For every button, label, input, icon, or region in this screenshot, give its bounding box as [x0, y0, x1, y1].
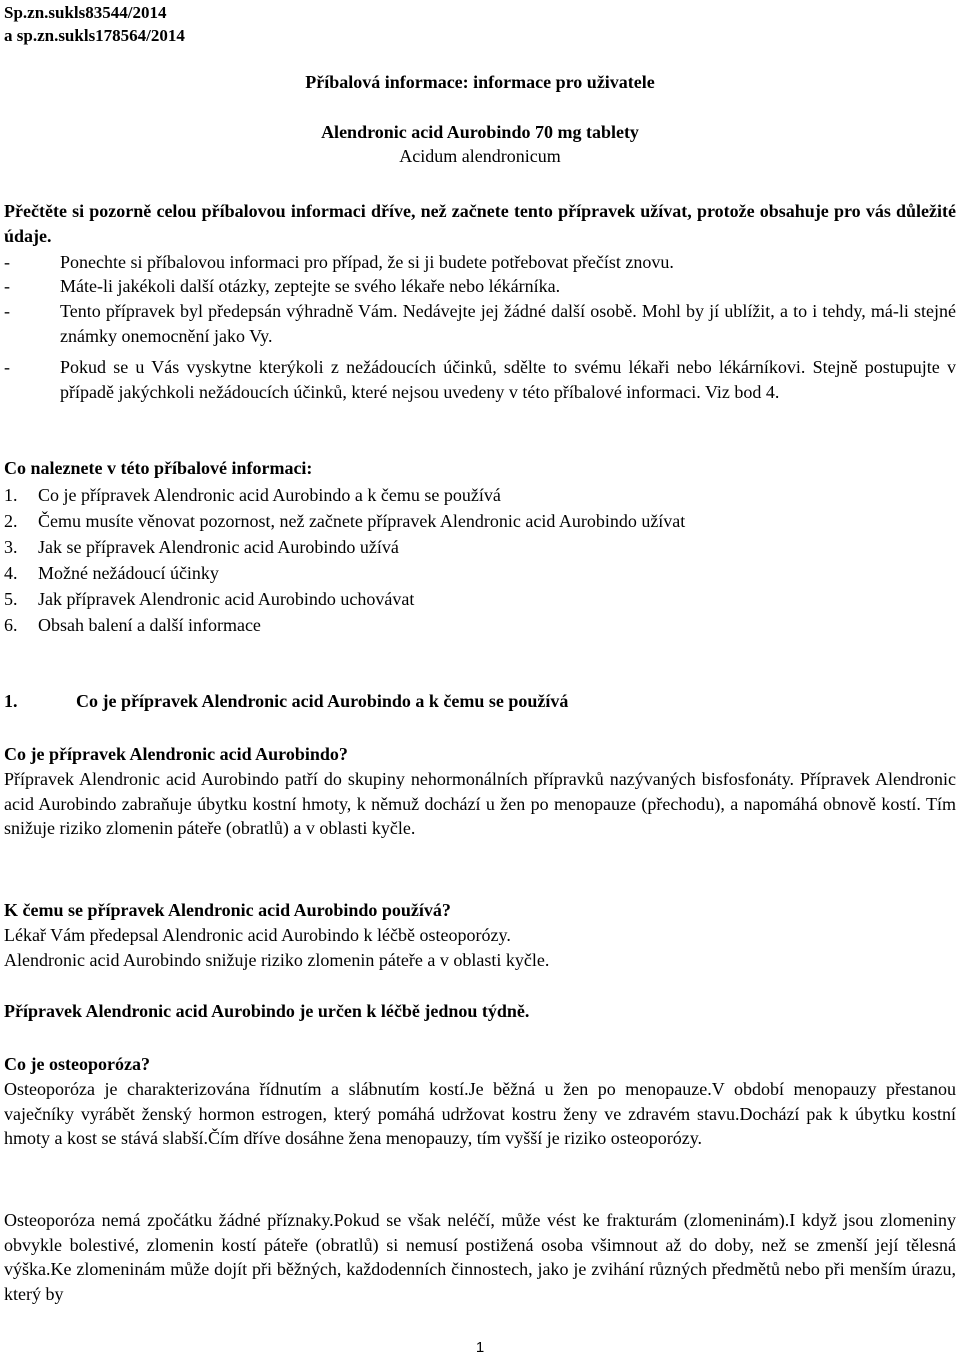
bullet-item — [4, 299, 956, 348]
bullet-item — [4, 355, 956, 404]
bullet-item — [4, 250, 956, 275]
toc-item — [4, 560, 956, 586]
toc-number: 6. — [4, 615, 18, 635]
question-what-is: Co je přípravek Alendronic acid Aurobindo? — [4, 744, 348, 764]
reference-line-1: Sp.zn.sukls83544/2014 — [4, 3, 167, 22]
toc-number: 2. — [4, 511, 18, 531]
section-number: 1. — [4, 691, 18, 711]
weekly-dosing-note: Přípravek Alendronic acid Aurobindo je určen k léčbě jednou týdně. — [4, 1001, 530, 1021]
toc-text: Obsah balení a další informace — [38, 615, 261, 635]
toc-item — [4, 586, 956, 612]
active-substance: Acidum alendronicum — [399, 146, 561, 166]
bullet-text: Ponechte si příbalovou informaci pro případ, že si ji budete potřebovat přečíst znovu. — [60, 252, 674, 272]
toc-text: Možné nežádoucí účinky — [38, 563, 219, 583]
bullet-text: Pokud se u Vás vyskytne kterýkoli z nežádoucích účinků, sdělte to svému lékaři nebo lékárníkovi. Stejně postupujte v případě jakýchkoli nežádoucích účinků, které nejsou uvedeny v této příbalové informaci. Viz bod 4. — [60, 357, 956, 402]
toc-heading: Co naleznete v této příbalové informaci: — [4, 458, 313, 478]
paragraph-symptoms: Osteoporóza nemá zpočátku žádné příznaky.Pokud se však neléčí, může vést ke frakturám (zlomeninám).I když jsou zlomeniny obvykle bolestivé, zlomenin kostí páteře (obratlů) si nemusí postižená osoba všimnout až do doby, než se zmenší její tělesná výška.Ke zlomeninám může dojít při běžných, každodenních činnostech, jako je zvihání různých předmětů nebo při menším úrazu, který by — [4, 1210, 956, 1304]
toc-number: 4. — [4, 563, 18, 583]
toc-number: 1. — [4, 485, 18, 505]
paragraph-prescribed: Lékař Vám předepsal Alendronic acid Aurobindo k léčbě osteoporózy. — [4, 925, 511, 945]
bullet-dash: - — [4, 276, 10, 296]
bullet-dash: - — [4, 357, 10, 377]
toc-text: Čemu musíte věnovat pozornost, než začnete přípravek Alendronic acid Aurobindo užívat — [38, 511, 686, 531]
bullet-dash: - — [4, 252, 10, 272]
question-osteoporosis: Co je osteoporóza? — [4, 1054, 150, 1074]
toc-text: Jak přípravek Alendronic acid Aurobindo uchovávat — [38, 589, 415, 609]
bullet-dash: - — [4, 301, 10, 321]
toc-item — [4, 534, 956, 560]
product-name: Alendronic acid Aurobindo 70 mg tablety — [321, 122, 639, 142]
read-warning: Přečtěte si pozorně celou příbalovou informaci dříve, než začnete tento přípravek užívat, protože obsahuje pro vás důležité údaje. — [4, 201, 956, 246]
bullet-text: Tento přípravek byl předepsán výhradně Vám. Nedávejte jej žádné další osobě. Mohl by jí ublížit, a to i tehdy, má-li stejné známky onemocnění jako Vy. — [60, 301, 956, 346]
toc-text: Jak se přípravek Alendronic acid Aurobindo užívá — [38, 537, 399, 557]
question-what-for: K čemu se přípravek Alendronic acid Aurobindo používá? — [4, 900, 451, 920]
reference-line-2: a sp.zn.sukls178564/2014 — [4, 26, 185, 45]
toc-number: 5. — [4, 589, 18, 609]
section-title: Co je přípravek Alendronic acid Aurobindo a k čemu se používá — [76, 691, 569, 711]
paragraph-reduces-risk: Alendronic acid Aurobindo snižuje riziko zlomenin páteře a v oblasti kyčle. — [4, 950, 550, 970]
page-number: 1 — [475, 1339, 485, 1356]
leaflet-title: Příbalová informace: informace pro uživatele — [305, 72, 655, 92]
toc-item — [4, 482, 956, 508]
paragraph-osteoporosis: Osteoporóza je charakterizována řídnutím a slábnutím kostí.Je běžná u žen po menopauze.V období menopauzy přestanou vaječníky vyrábět ženský hormon estrogen, který pomáhá udržovat kostru ženy ve zdravém stavu.Dochází pak k úbytku kostní hmoty a kost se stává slabší.Čím dříve dosáhne žena menopauzy, tím vyšší je riziko osteoporózy. — [4, 1079, 956, 1148]
toc-item — [4, 508, 956, 534]
toc-text: Co je přípravek Alendronic acid Aurobindo a k čemu se používá — [38, 485, 501, 505]
document-page — [4, 0, 956, 1364]
bullet-text: Máte-li jakékoli další otázky, zeptejte se svého lékaře nebo lékárníka. — [60, 276, 561, 296]
section-1-heading — [4, 689, 956, 714]
bullet-item — [4, 274, 956, 299]
paragraph-what-is: Přípravek Alendronic acid Aurobindo patří do skupiny nehormonálních přípravků nazývaných bisfosfonáty. Přípravek Alendronic acid Aurobindo zabraňuje úbytku kostní hmoty, k němuž dochází u žen po menopauze (přechodu), a napomáhá obnově kostí. Tím snižuje riziko zlomenin páteře (obratlů) a v oblasti kyčle. — [4, 769, 956, 838]
toc-number: 3. — [4, 537, 18, 557]
toc-item — [4, 612, 956, 638]
